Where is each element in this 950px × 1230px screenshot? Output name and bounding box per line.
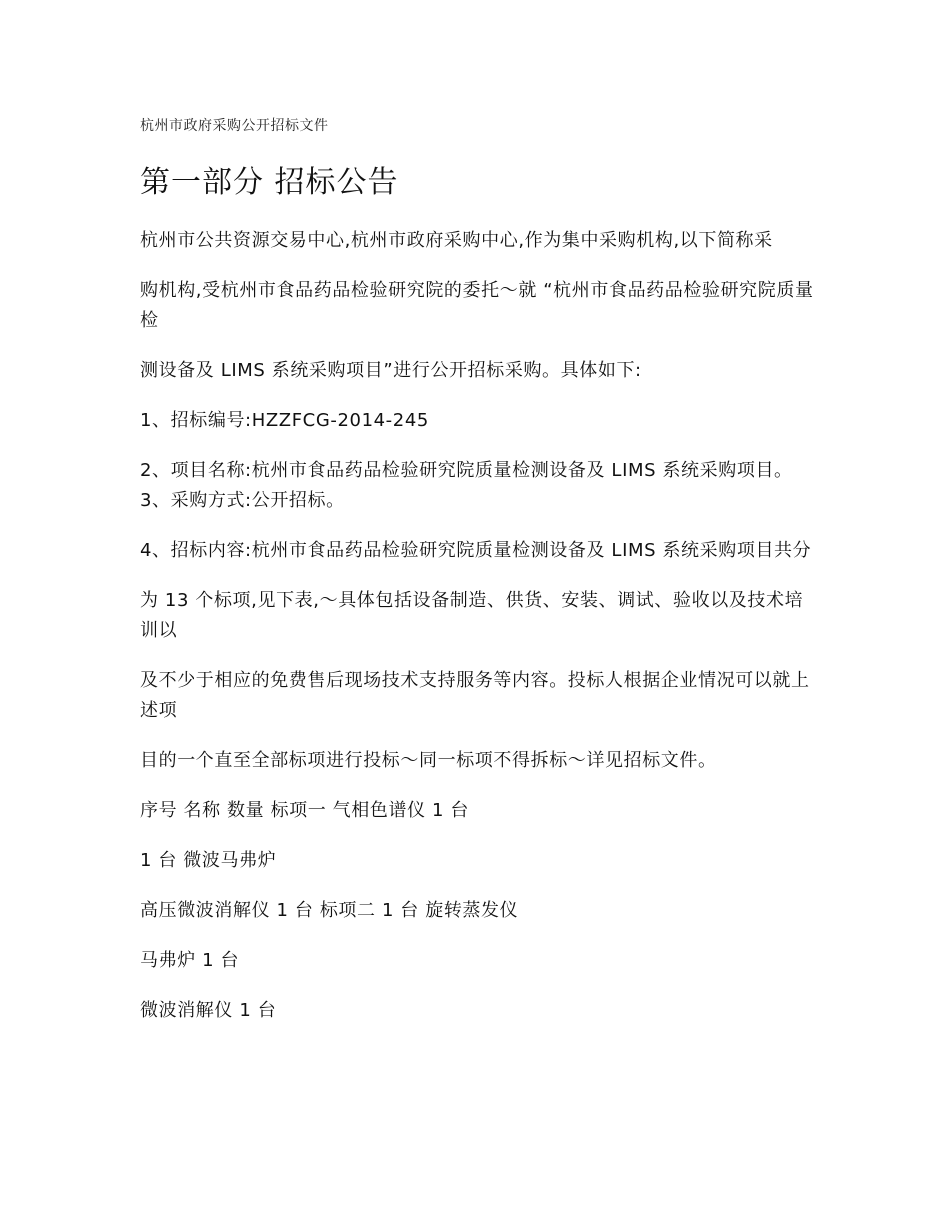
- paragraph: 马弗炉 1 台: [140, 950, 240, 971]
- paragraph: 高压微波消解仪 1 台 标项二 1 台 旋转蒸发仪: [140, 900, 519, 921]
- paragraph: 为 13 个标项,见下表,～具体包括设备制造、供货、安装、调试、验收以及技术培训以: [140, 590, 804, 641]
- paragraph: 及不少于相应的免费售后现场技术支持服务等内容。投标人根据企业情况可以就上述项: [140, 670, 810, 721]
- paragraph: 测设备及 LIMS 系统采购项目”进行公开招标采购。具体如下:: [140, 360, 642, 381]
- paragraph: 4、招标内容:杭州市食品药品检验研究院质量检测设备及 LIMS 系统采购项目共分: [140, 540, 812, 561]
- document-body: [140, 226, 820, 1046]
- paragraph: 1、招标编号:HZZFCG-2014-245: [140, 410, 429, 431]
- paragraph: 序号 名称 数量 标项一 气相色谱仪 1 台: [140, 800, 469, 821]
- paragraph: 目的一个直至全部标项进行投标～同一标项不得拆标～详见招标文件。: [140, 750, 717, 771]
- paragraph: 杭州市公共资源交易中心,杭州市政府采购中心,作为集中采购机构,以下简称采: [140, 230, 773, 251]
- paragraph: 购机构,受杭州市食品药品检验研究院的委托～就 “杭州市食品药品检验研究院质量检: [140, 280, 814, 331]
- paragraph: 2、项目名称:杭州市食品药品检验研究院质量检测设备及 LIMS 系统采购项目。 3、采购方式:公开招标。: [140, 460, 793, 511]
- paragraph: 微波消解仪 1 台: [140, 1000, 277, 1021]
- document-header: 杭州市政府采购公开招标文件: [140, 118, 329, 134]
- section-title: 第一部分 招标公告: [140, 165, 399, 200]
- paragraph: 1 台 微波马弗炉: [140, 850, 277, 871]
